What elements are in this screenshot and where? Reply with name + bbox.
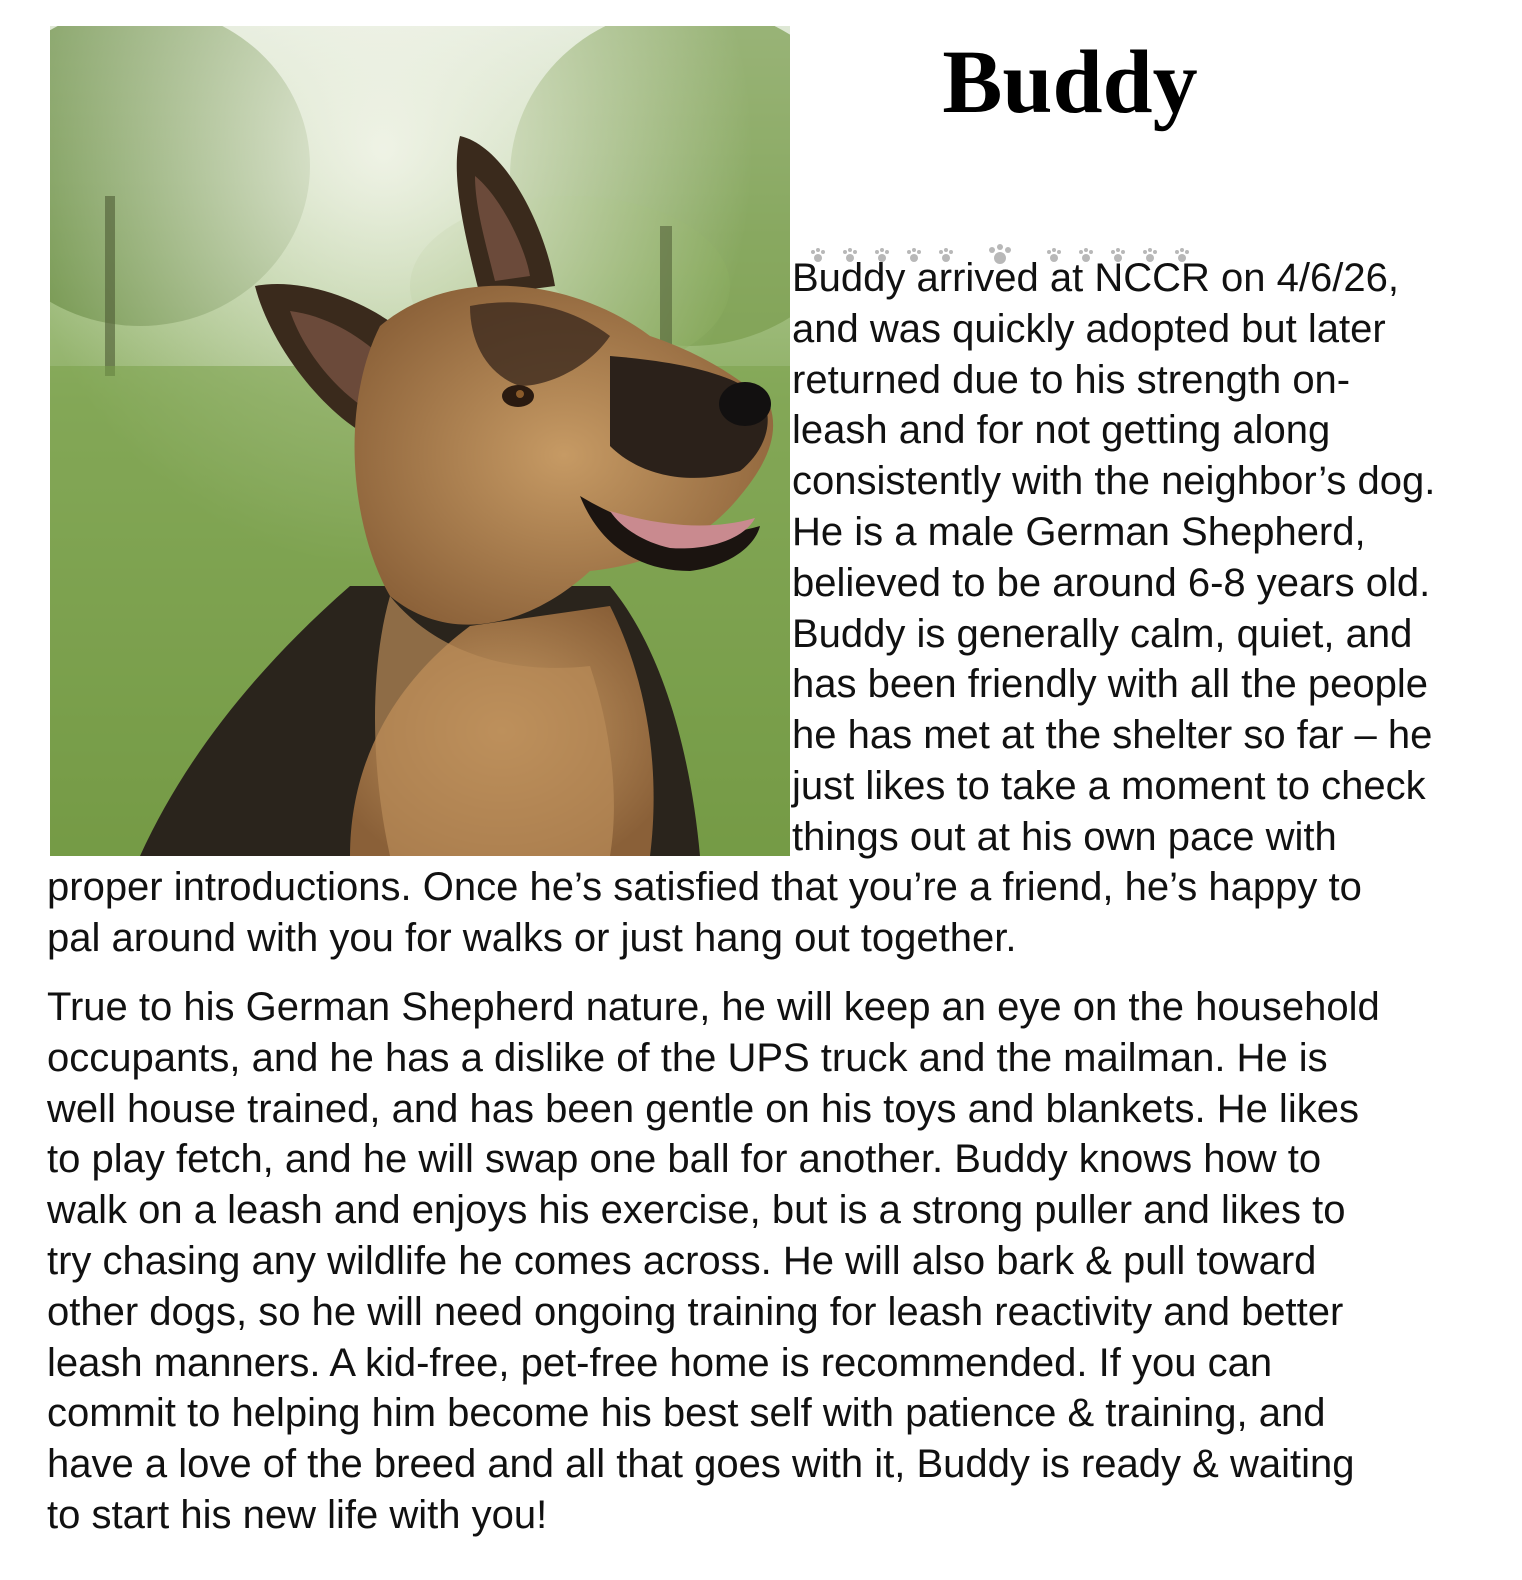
story-line: walk on a leash and enjoys his exercise, but is a strong puller and likes to	[47, 1188, 1346, 1233]
story-line: commit to helping him become his best self with patience & training, and	[47, 1391, 1326, 1436]
story-line: and was quickly adopted but later	[792, 306, 1386, 351]
story-line: other dogs, so he will need ongoing training for leash reactivity and better	[47, 1289, 1344, 1334]
story-line: Buddy arrived at NCCR on 4/6/26,	[792, 256, 1399, 300]
story-line: True to his German Shepherd nature, he will keep an eye on the household	[47, 985, 1380, 1029]
story-line: to start his new life with you!	[47, 1492, 548, 1537]
story-line: he has met at the shelter so far – he	[792, 713, 1433, 758]
story-intro-beside-photo	[792, 253, 1522, 863]
dog-photo	[50, 26, 790, 856]
story-intro-continued	[47, 862, 1507, 964]
story-line: have a love of the breed and all that goes with it, Buddy is ready & waiting	[47, 1442, 1355, 1487]
story-line: pal around with you for walks or just hang out together.	[47, 915, 1017, 960]
story-line: returned due to his strength on-	[792, 357, 1351, 402]
story-line: leash manners. A kid-free, pet-free home is recommended. If you can	[47, 1340, 1273, 1385]
story-line: He is a male German Shepherd,	[792, 509, 1366, 554]
story-line: proper introductions. Once he’s satisfied that you’re a friend, he’s happy to	[47, 865, 1362, 909]
story-second-paragraph	[47, 982, 1507, 1541]
story-line: Buddy is generally calm, quiet, and	[792, 611, 1413, 656]
story-line: occupants, and he has a dislike of the UPS truck and the mailman. He is	[47, 1035, 1328, 1080]
story-line: well house trained, and has been gentle on his toys and blankets. He likes	[47, 1086, 1359, 1131]
story-line: has been friendly with all the people	[792, 662, 1428, 707]
story-line: believed to be around 6-8 years old.	[792, 560, 1431, 605]
story-line: try chasing any wildlife he comes across. He will also bark & pull toward	[47, 1238, 1317, 1283]
pet-name-title: Buddy	[942, 33, 1198, 132]
story-line: things out at his own pace with	[792, 814, 1337, 859]
story-line: consistently with the neighbor’s dog.	[792, 459, 1436, 504]
dog-photo-illustration	[50, 26, 790, 856]
story-line: to play fetch, and he will swap one ball for another. Buddy knows how to	[47, 1137, 1322, 1182]
story-line: leash and for not getting along	[792, 408, 1331, 453]
story-line: just likes to take a moment to check	[792, 763, 1426, 808]
